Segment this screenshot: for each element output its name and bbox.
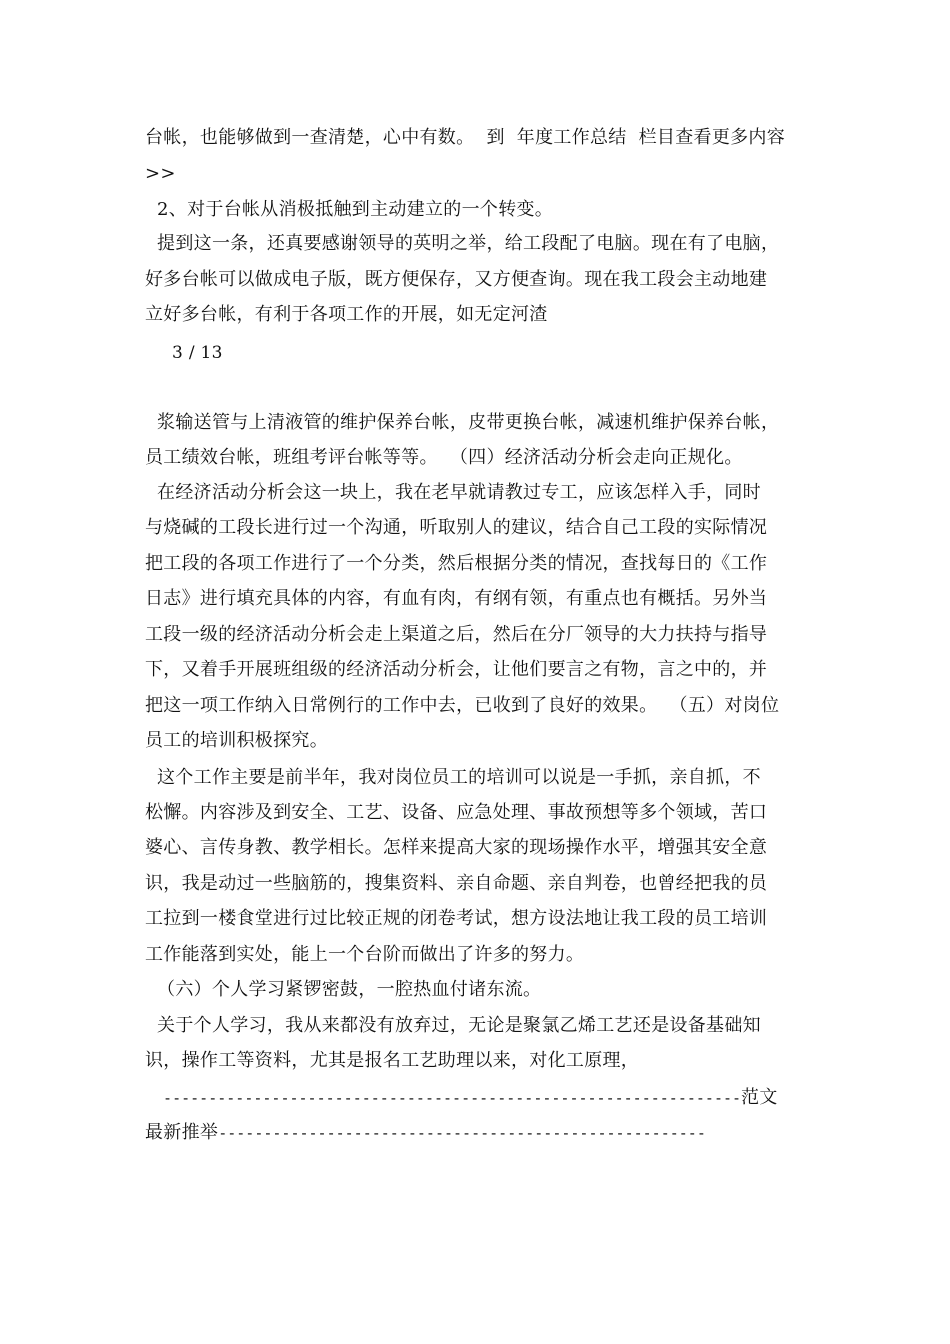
text-line: 婆心、言传身教、教学相长。怎样来提高大家的现场操作水平，增强其安全意 [145, 837, 768, 858]
text-line: 员工的培训积极探究。 [145, 730, 328, 751]
text-line: 台帐，也能够做到一查清楚，心中有数。 到 年度工作总结 栏目查看更多内容 [145, 127, 786, 148]
text-line: 2、对于台帐从消极抵触到主动建立的一个转变。 [145, 199, 554, 220]
text-line: 工段一级的经济活动分析会走上渠道之后，然后在分厂领导的大力扶持与指导 [145, 624, 768, 645]
footer-line-1 [145, 1087, 778, 1109]
text-line: 把工段的各项工作进行了一个分类，然后根据分类的情况，查找每日的《工作 [145, 553, 768, 574]
text-line: 提到这一条，还真要感谢领导的英明之举，给工段配了电脑。现在有了电脑， [145, 233, 780, 254]
text-line: 好多台帐可以做成电子版，既方便保存，又方便查询。现在我工段会主动地建 [145, 269, 768, 290]
text-line: 关于个人学习，我从来都没有放弃过，无论是聚氯乙烯工艺还是设备基础知 [145, 1015, 761, 1036]
text-line: 识，操作工等资料，尤其是报名工艺助理以来，对化工原理， [145, 1050, 640, 1071]
text-line: 工作能落到实处，能上一个台阶而做出了许多的努力。 [145, 944, 585, 965]
footer-line-2 [145, 1122, 706, 1144]
footer-dashes: ---------------------------------------------------------------- [145, 1089, 742, 1107]
text-line: 识，我是动过一些脑筋的，搜集资料、亲自命题、亲自判卷，也曾经把我的员 [145, 873, 768, 894]
text-line: 在经济活动分析会这一块上，我在老早就请教过专工，应该怎样入手，同时 [145, 482, 761, 503]
text-line: （六）个人学习紧锣密鼓，一腔热血付诸东流。 [145, 979, 542, 1000]
text-line: 与烧碱的工段长进行过一个沟通，听取别人的建议，结合自己工段的实际情况 [145, 517, 768, 538]
text-line: 员工绩效台帐，班组考评台帐等等。 （四）经济活动分析会走向正规化。 [145, 447, 743, 468]
text-line: 立好多台帐，有利于各项工作的开展，如无定河渣 [145, 304, 548, 325]
text-line: 松懈。内容涉及到安全、工艺、设备、应急处理、事故预想等多个领域，苦口 [145, 802, 768, 823]
text-line: 把这一项工作纳入日常例行的工作中去，已收到了良好的效果。 （五）对岗位 [145, 695, 780, 716]
text-line: 日志》进行填充具体的内容，有血有肉，有纲有领，有重点也有概括。另外当 [145, 588, 768, 609]
text-line: 工拉到一楼食堂进行过比较正规的闭卷考试，想方设法地让我工段的员工培训 [145, 908, 768, 929]
text-line: 下，又着手开展班组级的经济活动分析会，让他们要言之有物，言之中的，并 [145, 659, 768, 680]
footer-label: 范文 [741, 1087, 778, 1108]
text-line: 浆输送管与上清液管的维护保养台帐，皮带更换台帐，减速机维护保养台帐， [145, 412, 780, 433]
text-line: 这个工作主要是前半年，我对岗位员工的培训可以说是一手抓，亲自抓，不 [145, 767, 761, 788]
footer-label: 最新推举 [145, 1122, 219, 1143]
text-line: >> [145, 163, 176, 184]
footer-dashes: ------------------------------------------------------ [218, 1124, 706, 1142]
page-number: 3 / 13 [172, 343, 223, 363]
